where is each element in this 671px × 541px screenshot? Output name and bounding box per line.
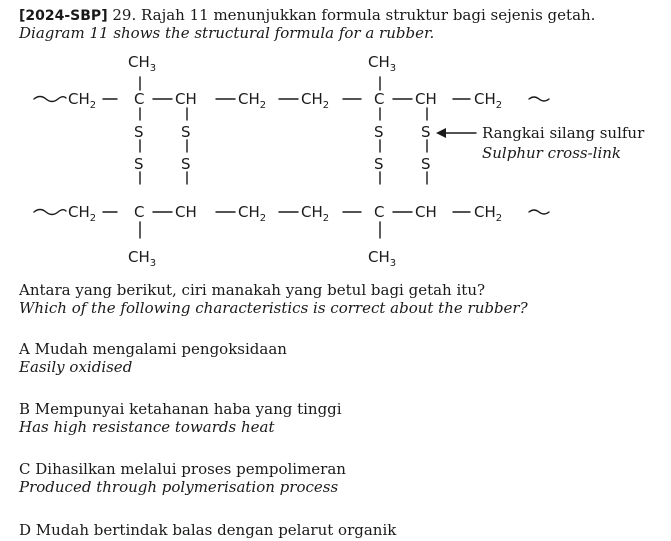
option-b-text-en: Has high resistance towards heat xyxy=(19,418,275,436)
option-a-text-en: Easily oxidised xyxy=(19,358,133,376)
option-c-text-ms: C Dihasilkan melalui proses pempolimeran xyxy=(19,460,346,478)
option-c[interactable] xyxy=(19,460,346,496)
option-c-text-en: Produced through polymerisation process xyxy=(19,478,339,496)
option-d[interactable] xyxy=(19,521,396,539)
sulfur-2a: S xyxy=(181,123,191,141)
bottom-c-2: C xyxy=(374,203,385,221)
option-b-text-ms: B Mempunyai ketahanan haba yang tinggi xyxy=(19,400,342,418)
bottom-ch-1: CH xyxy=(175,203,197,221)
chain-top-right-wave xyxy=(529,97,549,101)
bottom-ch2-2: $CH_2$ xyxy=(238,203,267,224)
top-ch2-2: $CH_2$ xyxy=(238,90,267,111)
chain-bottom-right-wave xyxy=(529,210,549,214)
option-d-text-ms: D Mudah bertindak balas dengan pelarut organik xyxy=(19,521,397,539)
option-a-text-ms: A Mudah mengalami pengoksidaan xyxy=(19,340,287,358)
rubber-structural-formula xyxy=(0,42,671,278)
sulfur-2b: S xyxy=(181,155,191,173)
ch3-bottom-left: $CH_3$ xyxy=(128,248,157,269)
question-prompt-en: Which of the following characteristics is correct about the rubber? xyxy=(19,299,528,317)
option-b[interactable] xyxy=(19,400,342,436)
sulfur-1a: S xyxy=(134,123,144,141)
crosslink-arrow-head xyxy=(436,128,446,138)
ch3-bottom-right: $CH_3$ xyxy=(368,248,397,269)
sulfur-1b: S xyxy=(134,155,144,173)
sulfur-3a: S xyxy=(374,123,384,141)
bottom-ch2-1: $CH_2$ xyxy=(68,203,97,224)
top-ch2-1: $CH_2$ xyxy=(68,90,97,111)
top-c-2: C xyxy=(374,90,385,108)
bottom-ch2-3: $CH_2$ xyxy=(301,203,330,224)
question-prompt-ms: Antara yang berikut, ciri manakah yang betul bagi getah itu? xyxy=(19,281,486,299)
sulfur-4b: S xyxy=(421,155,431,173)
top-ch-2: CH xyxy=(415,90,437,108)
top-ch-1: CH xyxy=(175,90,197,108)
bottom-c-1: C xyxy=(134,203,145,221)
bottom-ch2-4: $CH_2$ xyxy=(474,203,503,224)
top-c-1: C xyxy=(134,90,145,108)
option-a[interactable] xyxy=(19,340,287,376)
exam-source-tag: [2024-SBP] xyxy=(19,8,108,24)
question-header xyxy=(19,6,595,24)
sulfur-4a: S xyxy=(421,123,431,141)
chain-bottom-left-wave xyxy=(34,210,66,215)
chain-top-left-wave xyxy=(34,97,66,102)
crosslink-label-ms: Rangkai silang sulfur xyxy=(482,124,645,142)
question-stem-en: Diagram 11 shows the structural formula for a rubber. xyxy=(19,24,435,42)
bottom-ch-2: CH xyxy=(415,203,437,221)
ch3-top-right: $CH_3$ xyxy=(368,53,397,74)
top-ch2-4: $CH_2$ xyxy=(474,90,503,111)
crosslink-label-en: Sulphur cross-link xyxy=(482,144,622,162)
top-ch2-3: $CH_2$ xyxy=(301,90,330,111)
ch3-top-left: $CH_3$ xyxy=(128,53,157,74)
sulfur-3b: S xyxy=(374,155,384,173)
question-stem-ms: 29. Rajah 11 menunjukkan formula struktur bagi sejenis getah. xyxy=(112,6,596,24)
